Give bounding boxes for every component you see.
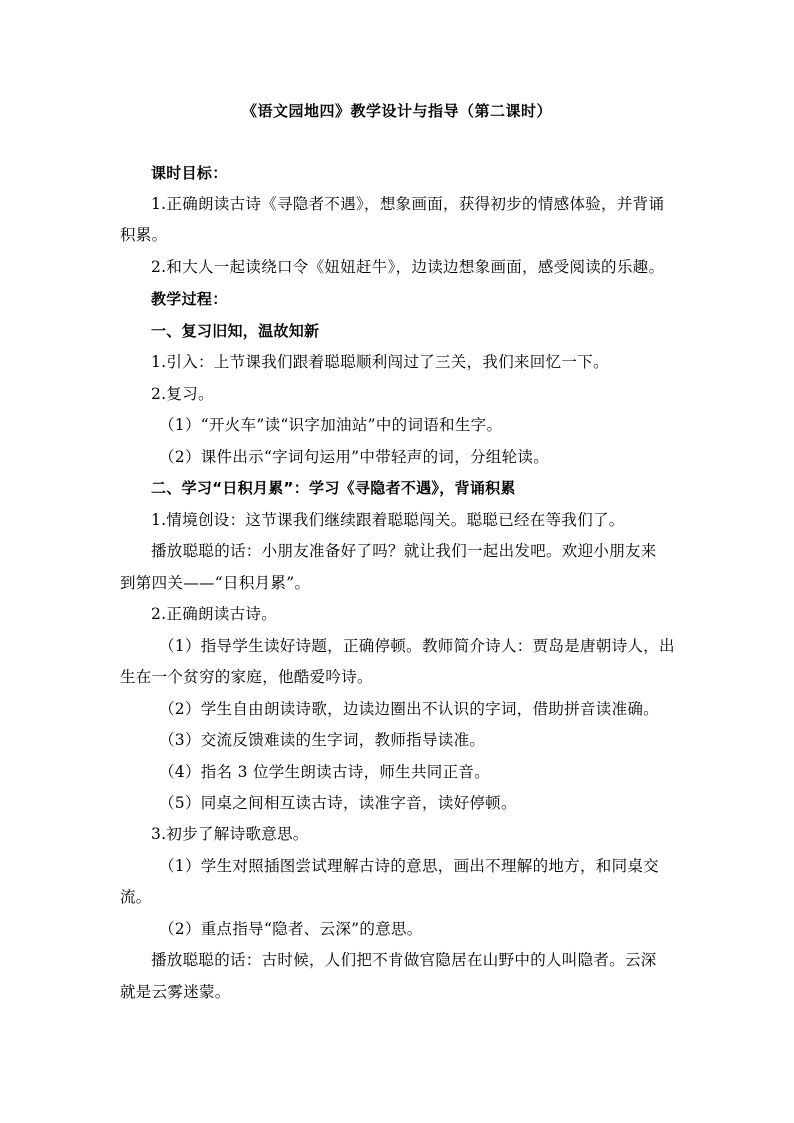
s1-item-2: （2）课件出示“字词句运用”中带轻声的词，分组轮读。 [159,448,550,466]
page-title: 《语文园地四》教学设计与指导（第二课时） [241,102,552,120]
s2-item-3: （3）交流反馈难读的生字词，教师指导读准。 [159,731,486,749]
s2-quote-2-line-1: 播放聪聪的话：古时候，人们把不肯做官隐居在山野中的人叫隐者。云深 [151,951,657,969]
s2-quote-1-line-2: 到第四关——“日积月累”。 [120,574,311,592]
s2-quote-1-line-1: 播放聪聪的话：小朋友准备好了吗？就让我们一起出发吧。欢迎小朋友来 [151,542,657,560]
s2-item-6-line-2: 流。 [120,888,152,906]
s2-item-4: （4）指名 3 位学生朗读古诗，师生共同正音。 [159,763,490,781]
goal-2: 2.和大人一起读绕口令《妞妞赶牛》，边读边想象画面，感受阅读的乐趣。 [151,258,665,276]
section-2-heading: 二、学习“日积月累”：学习《寻隐者不遇》，背诵积累 [151,479,516,497]
s2-paragraph-1: 1.情境创设：这节课我们继续跟着聪聪闯关。聪聪已经在等我们了。 [151,511,625,529]
s1-item-1: （1）“开火车”读“识字加油站”中的词语和生字。 [159,416,503,434]
s2-item-5: （5）同桌之间相互读古诗，读准字音，读好停顿。 [159,794,517,812]
s2-item-2: （2）学生自由朗读诗歌，边读边圈出不认识的字词，借助拼音读准确。 [159,700,659,718]
s2-item-7: （2）重点指导“隐者、云深”的意思。 [159,920,423,938]
goals-heading: 课时目标： [151,164,228,182]
section-1-heading: 一、复习旧知，温故知新 [151,322,320,340]
s2-item-6-line-1: （1）学生对照插图尝试理解古诗的意思，画出不理解的地方，和同桌交 [159,857,659,875]
s2-paragraph-2: 2.正确朗读古诗。 [151,605,277,623]
s2-item-1-line-2: 生在一个贫穷的家庭，他酷爱吟诗。 [120,668,373,686]
s1-paragraph-1: 1.引入：上节课我们跟着聪聪顺利闯过了三关，我们来回忆一下。 [151,353,609,371]
goal-1-line-1: 1.正确朗读古诗《寻隐者不遇》，想象画面，获得初步的情感体验，并背诵 [151,195,665,213]
process-heading: 教学过程： [151,290,228,308]
s2-paragraph-3: 3.初步了解诗歌意思。 [151,825,309,843]
s1-paragraph-2: 2.复习。 [151,385,214,403]
s2-quote-2-line-2: 就是云雾迷蒙。 [120,983,231,1001]
goal-1-line-2: 积累。 [120,226,168,244]
s2-item-1-line-1: （1）指导学生读好诗题，正确停顿。教师简介诗人：贾岛是唐朝诗人，出 [159,637,675,655]
